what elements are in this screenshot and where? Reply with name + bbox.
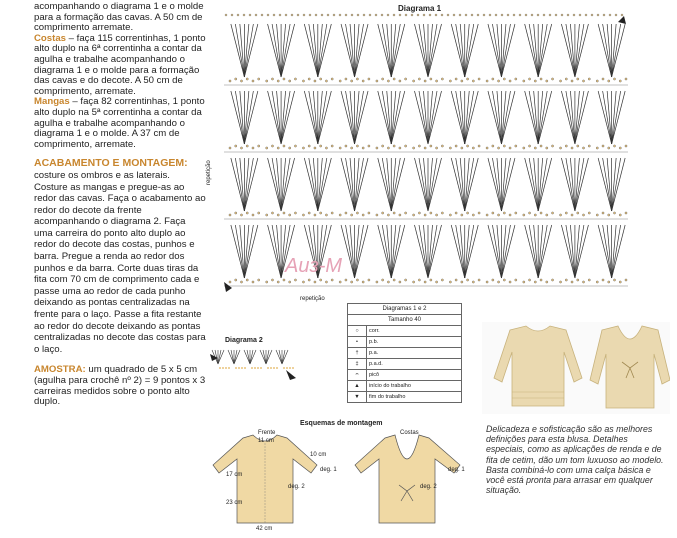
acabamento-paragraph: ACABAMENTO E MONTAGEM: costure os ombros e as laterais. Costure as mangas e pregue-as ao redor das cavas. Faça o acabamento ao redor do decote da frente acompanhando o diagrama 2. Faça uma carreira do ponto alto duplo ao redor do decote das costas, punhos e barra. Pregue a renda ao redor dos punhos e da barra. Corte duas tiras da fita com 70 cm de comprimento cada e passe uma ao redor de cada punho deixando as pontas centralizadas na frente para o laço. Passe a fita restante ao redor do decote deixando as pontas centralizadas no decote das costas para o laço.: [34, 157, 206, 355]
side-label-2: 23 cm: [226, 500, 243, 506]
instructions-paragraph: Costas – faça 115 correntinhas, 1 ponto alto duplo na 6ª correntinha a contar da agulha e trabalhe acompanhando o diagrama 1 e o molde para a formação das cavas e do decote. A 50 cm de comprimento, arremate.: [34, 32, 206, 97]
width-bottom-label: 42 cm: [256, 526, 273, 532]
legend-symbol-icon: ○: [348, 326, 367, 337]
acabamento-label: ACABAMENTO E MONTAGEM:: [34, 157, 188, 170]
legend-label: picô: [367, 370, 462, 381]
costas-label: Costas: [34, 32, 66, 44]
legend-label: p.a.d.: [367, 359, 462, 370]
diagram2-title: Diagrama 2: [225, 337, 263, 344]
width-top-label: 11 cm: [258, 438, 274, 444]
legend-symbol-icon: ▼: [348, 392, 367, 403]
side-label-3: 10 cm: [310, 452, 327, 458]
legend-row: [348, 337, 462, 348]
legend-label: corr.: [367, 326, 462, 337]
mangas-label: Mangas: [34, 96, 70, 108]
legend-label: início do trabalho: [367, 381, 462, 392]
instructions-column: [34, 2, 206, 408]
legend-symbol-icon: ‡: [348, 359, 367, 370]
amostra-paragraph: AMOSTRA: um quadrado de 5 x 5 cm (agulha para crochê nº 2) = 9 pontos x 3 carreiras medidos sobre o ponto alto duplo.: [34, 364, 206, 408]
legend-row: [348, 348, 462, 359]
diagram1-stitches: [224, 14, 628, 286]
assembly-schemas: [195, 425, 470, 538]
back-schema: [355, 435, 460, 523]
legend-symbol-icon: •: [348, 337, 367, 348]
instructions-paragraph: acompanhando o diagrama 1 e o molde para a formação das cavas. A 50 cm de comprimento arremate.: [34, 1, 204, 34]
legend-title: Diagramas 1 e 2: [348, 304, 462, 315]
legend-row: [348, 359, 462, 370]
photo-caption: Delicadeza e sofisticação são as melhores definições para esta blusa. Detalhes especiais, como as aplicações de renda e de fita de cetim, dão um tom luxuoso ao modelo. Basta combiná-lo com uma calça básica e você está pronta para arrasar em qualquer situação.: [486, 424, 664, 496]
legend-row: [348, 392, 462, 403]
legend-row: [348, 381, 462, 392]
instructions-paragraph: Mangas – faça 82 correntinhas, 1 ponto alto duplo na 5ª correntinha a contar da agulha e trabalhe acompanhando o diagrama 1 e o molde. A 37 cm de comprimento, arremate.: [34, 96, 205, 150]
start-arrow-icon: [224, 282, 232, 292]
schemas-title: Esquemas de montagem: [300, 420, 383, 427]
deg2-label: deg. 2: [288, 484, 305, 490]
end-arrow-icon: [286, 370, 296, 380]
watermark: Aиз-M: [285, 255, 343, 277]
legend-size: Tamanho 40: [348, 315, 462, 326]
legend-row: [348, 370, 462, 381]
deg1-label-back: deg. 1: [448, 467, 465, 473]
frente-label: Frente: [258, 430, 276, 436]
legend-label: p.b.: [367, 337, 462, 348]
diagram1-title: Diagrama 1: [398, 4, 442, 13]
legend-table: [347, 303, 462, 403]
blouse-front-image: [494, 326, 582, 406]
deg1-label: deg. 1: [320, 467, 337, 473]
blouse-back-image: [590, 326, 670, 408]
costas-label-schema: Costas: [400, 430, 419, 436]
legend-label: p.a.: [367, 348, 462, 359]
legend-symbol-icon: ᴖ: [348, 370, 367, 381]
deg2-label-back: deg. 2: [420, 484, 437, 490]
repeat-label-side: repetição: [206, 160, 212, 185]
crochet-diagram-1: [222, 12, 630, 292]
legend-row: [348, 326, 462, 337]
legend-symbol-icon: †: [348, 348, 367, 359]
end-arrow-icon: [618, 16, 626, 24]
side-label-1: 17 cm: [226, 472, 243, 478]
legend-symbol-icon: ▲: [348, 381, 367, 392]
blouse-photo: [482, 322, 670, 414]
front-schema: [213, 435, 317, 523]
crochet-diagram-2: [208, 344, 314, 386]
repeat-label-bottom: repetição: [300, 296, 325, 302]
legend-label: fim do trabalho: [367, 392, 462, 403]
amostra-label: AMOSTRA:: [34, 364, 86, 376]
